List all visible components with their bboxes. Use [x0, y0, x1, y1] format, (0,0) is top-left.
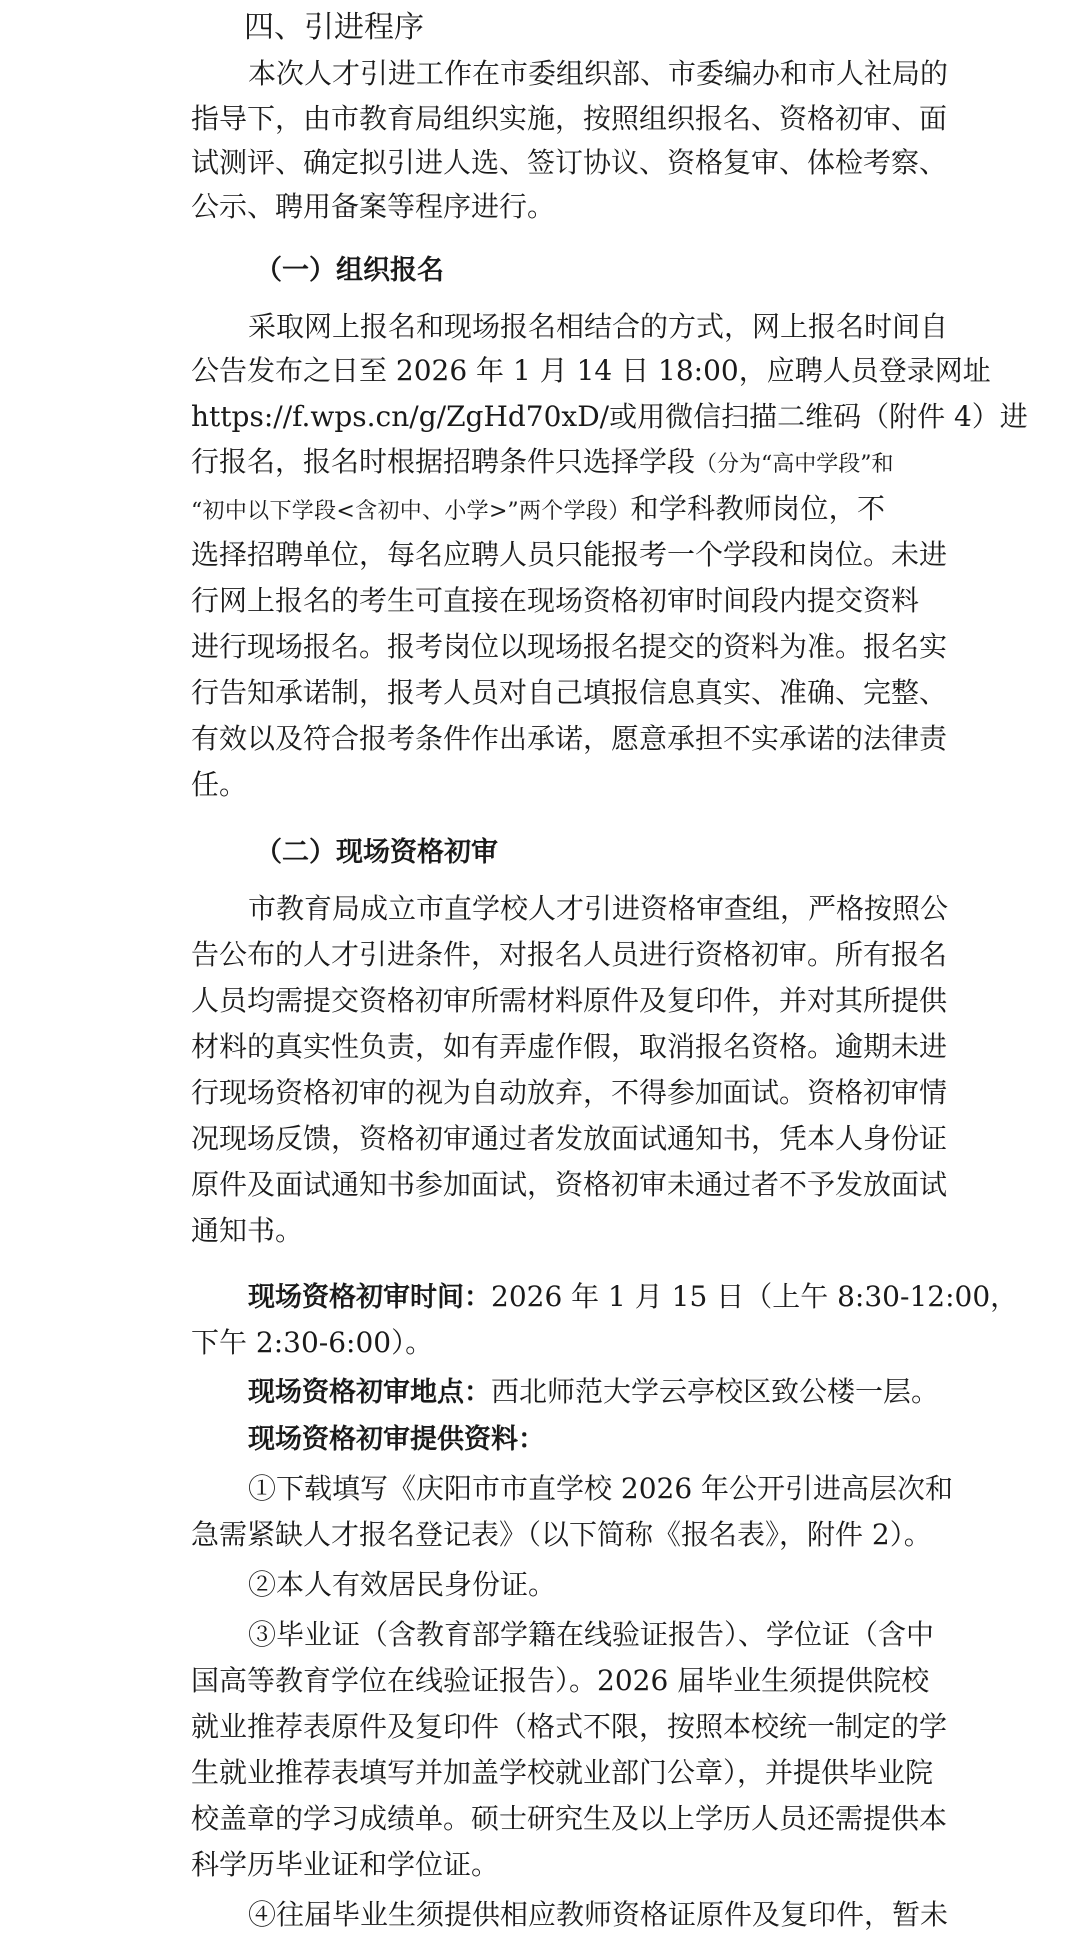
- sub1-line-9: 行告知承诺制，报考人员对自己填报信息真实、准确、完整、: [191, 676, 948, 709]
- sub1-line-4-note: （分为“高中学段”和: [695, 452, 894, 477]
- intro-line-4: 公示、聘用备案等程序进行。: [191, 190, 556, 223]
- section-heading: 四、引进程序: [244, 10, 424, 45]
- material-2: ②本人有效居民身份证。: [248, 1568, 557, 1601]
- material-3-line-3: 就业推荐表原件及复印件（格式不限，按照本校统一制定的学: [191, 1710, 948, 1743]
- review-time-label: 现场资格初审时间：: [248, 1282, 491, 1313]
- sub2-line-1: 市教育局成立市直学校人才引进资格审查组，严格按照公: [248, 892, 949, 925]
- sub2-line-5: 行现场资格初审的视为自动放弃，不得参加面试。资格初审情: [191, 1076, 948, 1109]
- sub1-line-5: [191, 487, 885, 531]
- material-1-line-2: 急需紧缺人才报名登记表》（以下简称《报名表》，附件 2）。: [191, 1518, 932, 1551]
- subsection-2-heading: （二）现场资格初审: [255, 837, 498, 868]
- sub1-line-3: https://f.wps.cn/g/ZgHd70xD/或用微信扫描二维码（附件 4）进: [191, 400, 1028, 433]
- subsection-1-heading: （一）组织报名: [255, 255, 444, 286]
- intro-line-2: 指导下，由市教育局组织实施，按照组织报名、资格初审、面: [191, 102, 948, 135]
- material-3-line-6: 科学历毕业证和学位证。: [191, 1848, 500, 1881]
- sub2-line-4: 材料的真实性负责，如有弄虚作假，取消报名资格。逾期未进: [191, 1030, 948, 1063]
- material-4-line-1: ④往届毕业生须提供相应教师资格证原件及复印件，暂未: [248, 1898, 949, 1931]
- material-3-line-5: 校盖章的学习成绩单。硕士研究生及以上学历人员还需提供本: [191, 1802, 948, 1835]
- review-place-line: [248, 1370, 1069, 1414]
- sub2-line-3: 人员均需提交资格初审所需材料原件及复印件，并对其所提供: [191, 984, 948, 1017]
- review-place-value: 西北师范大学云亭校区致公楼一层。: [491, 1375, 940, 1408]
- sub1-line-10: 有效以及符合报考条件作出承诺，愿意承担不实承诺的法律责: [191, 722, 948, 755]
- material-1-line-1: ①下载填写《庆阳市市直学校 2026 年公开引进高层次和: [248, 1472, 954, 1505]
- material-3-line-1: ③毕业证（含教育部学籍在线验证报告）、学位证（含中: [248, 1618, 935, 1651]
- sub1-line-1: 采取网上报名和现场报名相结合的方式，网上报名时间自: [248, 310, 949, 343]
- sub1-line-11: 任。: [191, 768, 248, 801]
- sub1-line-5-note: “初中以下学段<含初中、小学>”两个学段）: [191, 499, 631, 524]
- intro-line-3: 试测评、确定拟引进人选、签订协议、资格复审、体检考察、: [191, 146, 948, 179]
- sub1-line-5-text: 和学科教师岗位，不: [630, 492, 885, 525]
- material-3-line-2: 国高等教育学位在线验证报告）。2026 届毕业生须提供院校: [191, 1664, 930, 1697]
- material-3-line-4: 生就业推荐表填写并加盖学校就业部门公章），并提供毕业院: [191, 1756, 934, 1789]
- sub2-line-7: 原件及面试通知书参加面试，资格初审未通过者不予发放面试: [191, 1168, 948, 1201]
- sub1-line-8: 进行现场报名。报考岗位以现场报名提交的资料为准。报名实: [191, 630, 948, 663]
- review-time-line: [248, 1275, 1019, 1319]
- sub1-line-4: [191, 440, 894, 484]
- review-materials-label: 现场资格初审提供资料：: [248, 1424, 545, 1455]
- sub1-line-7: 行网上报名的考生可直接在现场资格初审时间段内提交资料: [191, 584, 920, 617]
- sub1-line-6: 选择招聘单位，每名应聘人员只能报考一个学段和岗位。未进: [191, 538, 948, 571]
- sub2-line-8: 通知书。: [191, 1214, 304, 1247]
- review-time-value: 2026 年 1 月 15 日（上午 8:30-12:00，: [491, 1280, 1019, 1313]
- review-place-label: 现场资格初审地点：: [248, 1377, 491, 1408]
- sub2-line-2: 告公布的人才引进条件，对报名人员进行资格初审。所有报名: [191, 938, 948, 971]
- sub2-line-6: 况现场反馈，资格初审通过者发放面试通知书，凭本人身份证: [191, 1122, 948, 1155]
- review-time-line-2: 下午 2:30-6:00）。: [191, 1326, 434, 1359]
- sub1-line-2: 公告发布之日至 2026 年 1 月 14 日 18:00，应聘人员登录网址: [191, 354, 991, 387]
- sub1-line-4-text: 行报名，报名时根据招聘条件只选择学段: [191, 445, 696, 478]
- intro-line-1: 本次人才引进工作在市委组织部、市委编办和市人社局的: [248, 57, 949, 90]
